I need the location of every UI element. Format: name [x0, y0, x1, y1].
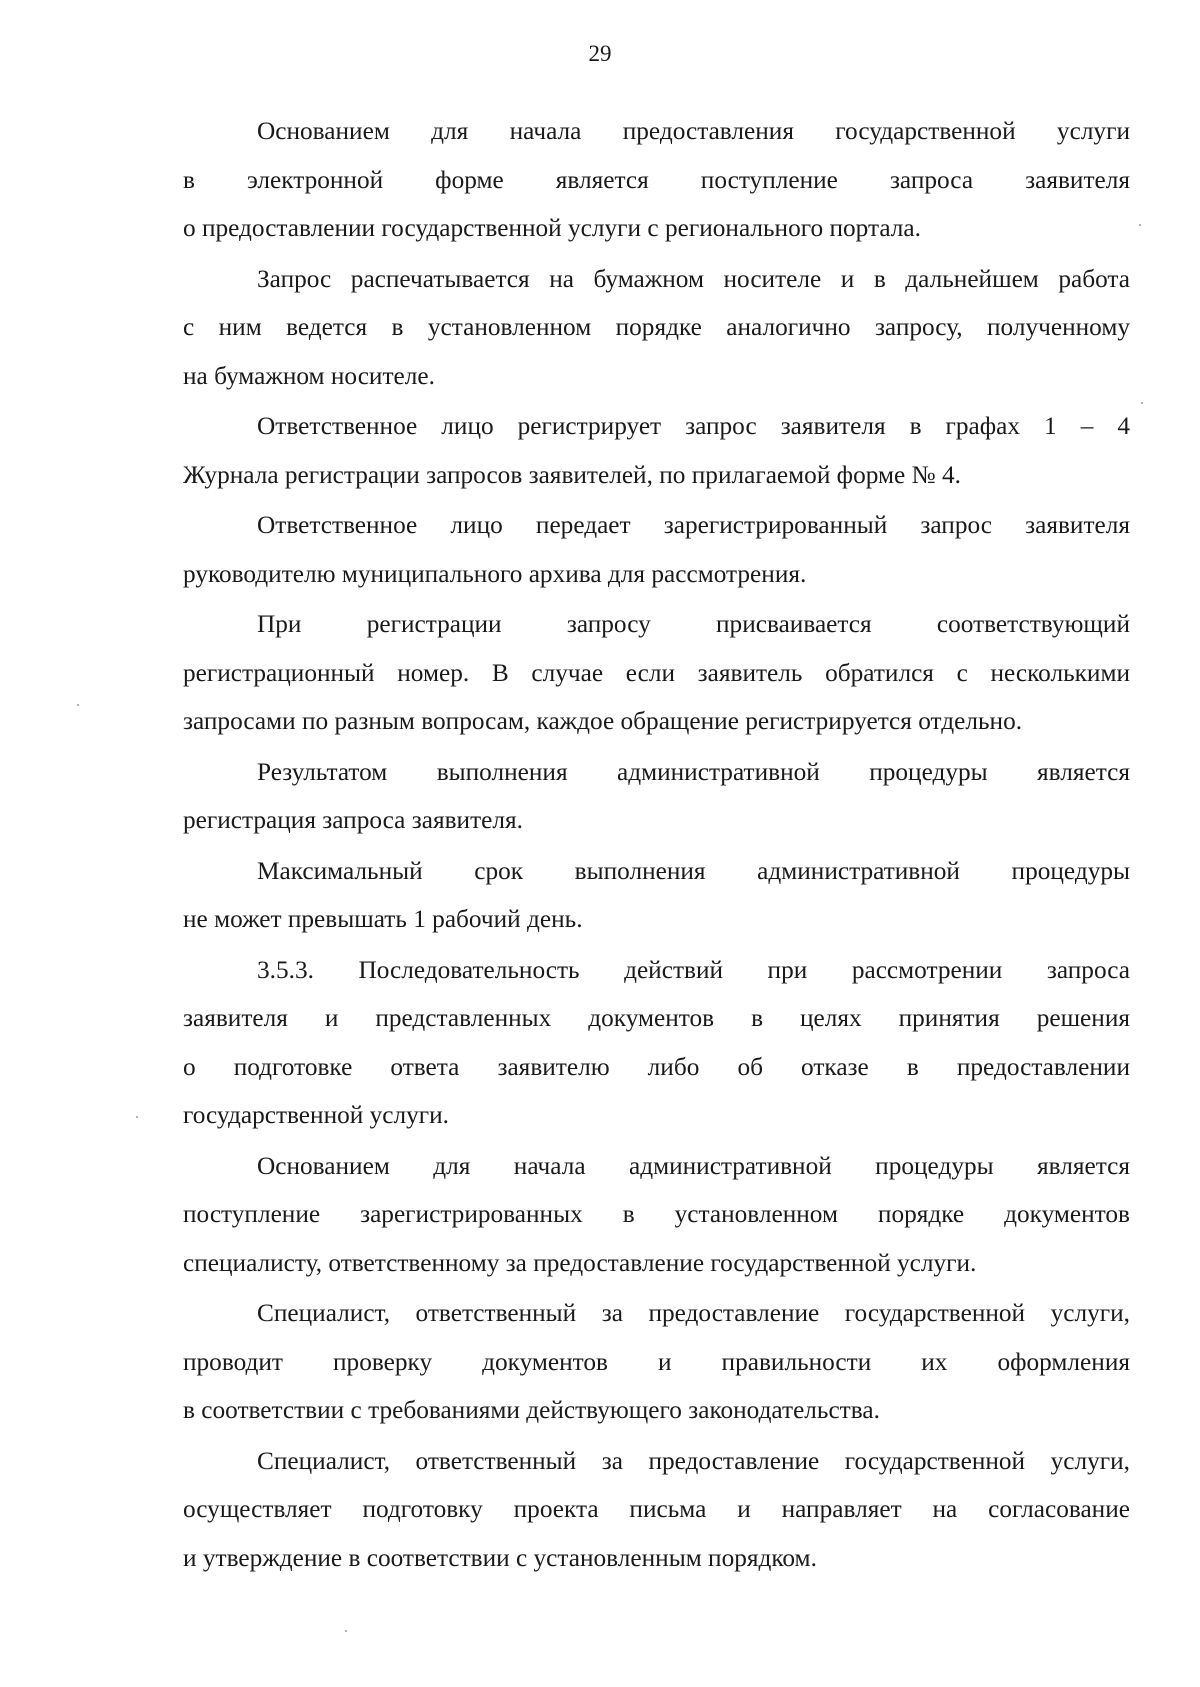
paragraph — [183, 402, 1130, 499]
paragraph — [183, 946, 1130, 1140]
paragraph-line: заявителя и представленных документов в целях принятия решения — [183, 1004, 1130, 1032]
paragraph-line: проводит проверку документов и правильности их оформления — [183, 1347, 1130, 1376]
paragraph-line: Специалист, ответственный за предоставление государственной услуги, — [257, 1299, 1130, 1327]
paragraph-line: и утверждение в соответствии с установленным порядком. — [183, 1543, 817, 1572]
paragraph-line: Максимальный срок выполнения административной процедуры — [257, 856, 1130, 885]
paragraph — [183, 847, 1130, 944]
scan-speck — [1139, 224, 1141, 226]
paragraph — [183, 1437, 1130, 1583]
scan-speck — [345, 1630, 347, 1632]
paragraph-line: Ответственное лицо передает зарегистрированный запрос заявителя — [257, 511, 1130, 539]
paragraph-line: руководителю муниципального архива для рассмотрения. — [183, 559, 807, 588]
paragraph-line: При регистрации запросу присваивается соответствующий — [257, 610, 1130, 638]
paragraph-line: государственной услуги. — [183, 1101, 449, 1129]
paragraph-line: в электронной форме является поступление запроса заявителя — [183, 165, 1130, 194]
paragraph — [183, 255, 1130, 401]
paragraph-line: специалисту, ответственному за предоставление государственной услуги. — [183, 1248, 977, 1277]
paragraph-line: Основанием для начала административной процедуры является — [257, 1151, 1130, 1180]
paragraph-line: 3.5.3. Последовательность действий при рассмотрении запроса — [257, 955, 1130, 984]
paragraph-line: на бумажном носителе. — [183, 361, 435, 390]
paragraph-line: Запрос распечатывается на бумажном носителе и в дальнейшем работа — [257, 264, 1130, 293]
paragraph-line: поступление зарегистрированных в установленном порядке документов — [183, 1200, 1130, 1228]
paragraph-line: запросами по разным вопросам, каждое обращение регистрируется отдельно. — [183, 707, 1023, 735]
paragraph — [183, 107, 1130, 253]
paragraph-line: Специалист, ответственный за предоставление государственной услуги, — [257, 1446, 1130, 1475]
paragraph-line: о предоставлении государственной услуги с регионального портала. — [183, 214, 921, 242]
paragraph-line: Ответственное лицо регистрирует запрос заявителя в графах 1 – 4 — [257, 412, 1130, 440]
paragraph-line: о подготовке ответа заявителю либо об отказе в предоставлении — [183, 1052, 1130, 1081]
paragraph-line: с ним ведется в установленном порядке аналогично запросу, полученному — [183, 313, 1130, 341]
paragraph-line: регистрация запроса заявителя. — [183, 806, 523, 834]
paragraph-line: не может превышать 1 рабочий день. — [183, 905, 583, 933]
paragraph-line: Основанием для начала предоставления государственной услуги — [257, 117, 1130, 145]
paragraph — [183, 501, 1130, 598]
paragraph — [183, 748, 1130, 845]
paragraph-line: регистрационный номер. В случае если заявитель обратился с несколькими — [183, 658, 1130, 687]
paragraph — [183, 600, 1130, 746]
page-number: 29 — [588, 41, 612, 66]
paragraph — [183, 1289, 1130, 1435]
document-body — [183, 107, 1130, 1584]
paragraph-line: Журнала регистрации запросов заявителей, по прилагаемой форме № 4. — [183, 460, 961, 489]
paragraph-line: осуществляет подготовку проекта письма и направляет на согласование — [183, 1495, 1130, 1523]
paragraph-line: в соответствии с требованиями действующего законодательства. — [183, 1396, 880, 1424]
scan-speck — [136, 1116, 138, 1118]
scan-speck — [77, 704, 79, 706]
scan-speck — [1141, 402, 1143, 404]
paragraph — [183, 1142, 1130, 1288]
paragraph-line: Результатом выполнения административной процедуры является — [257, 757, 1130, 786]
